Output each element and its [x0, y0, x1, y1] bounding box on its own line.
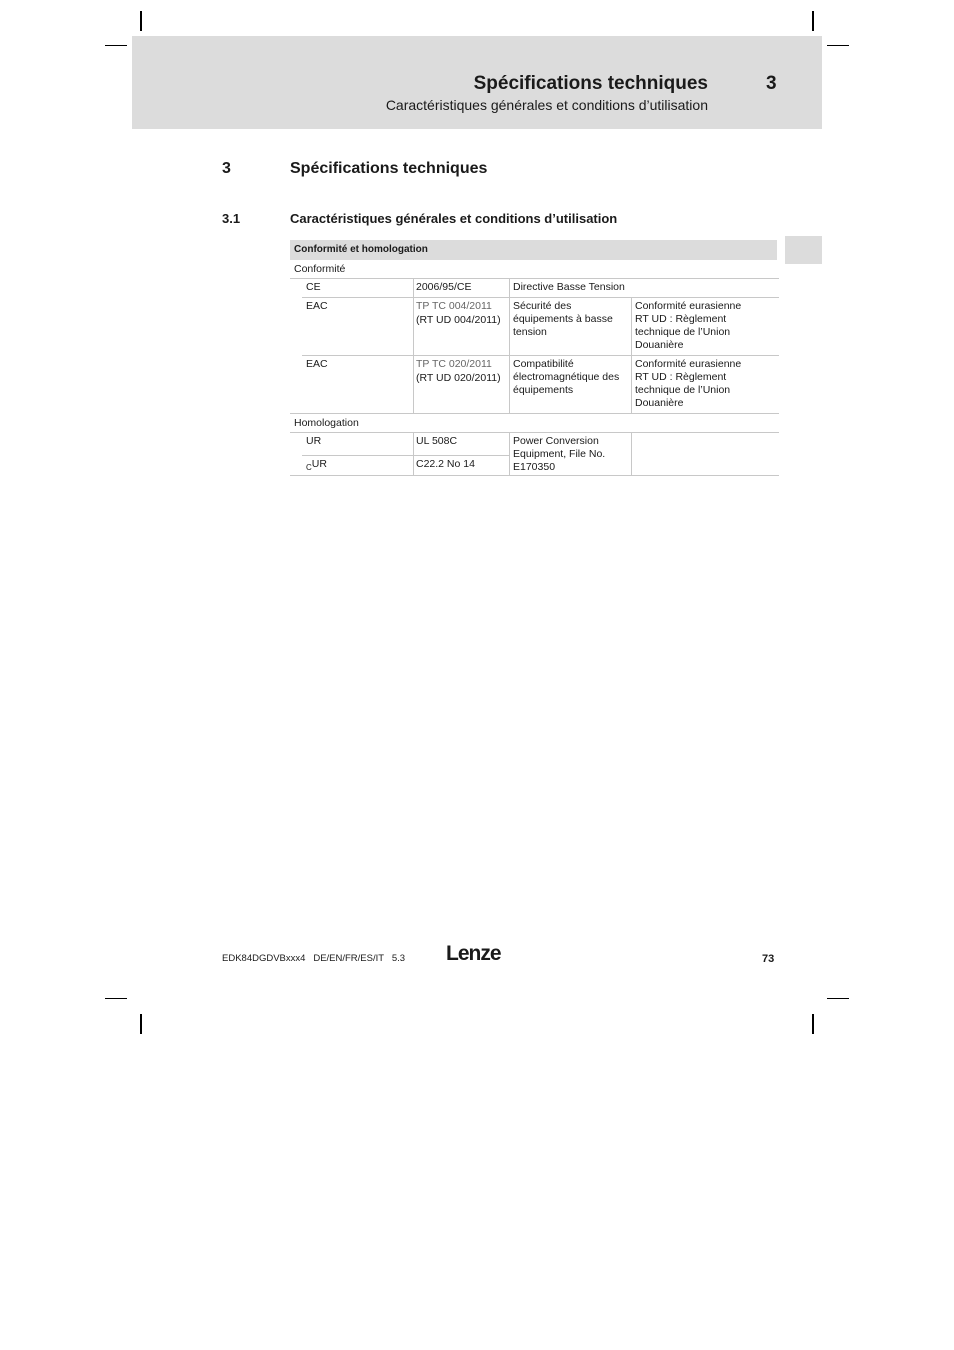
table-cell-description: Compatibilité électromagnétique des équipements: [513, 358, 620, 396]
section-title: Spécifications techniques: [290, 160, 488, 177]
header-subtitle: Caractéristiques générales et conditions d’utilisation: [385, 97, 708, 113]
table-cell-standard: C22.2 No 14: [416, 458, 475, 470]
column-divider: [509, 432, 510, 475]
table-cell-note: Conformité eurasienne RT UD : Règlement technique de l’Union Douanière: [635, 358, 742, 409]
table-cell-mark: CE: [306, 281, 321, 293]
table-cell-mark: EAC: [306, 358, 328, 370]
homologation-label: Homologation: [294, 417, 359, 429]
crop-mark: [140, 1014, 142, 1034]
crop-mark: [140, 11, 142, 31]
mark-prefix: C: [306, 463, 312, 472]
subsection-number: 3.1: [222, 211, 241, 226]
row-divider: [290, 432, 779, 433]
table-cell-description: Directive Basse Tension: [513, 281, 625, 293]
chapter-side-tab: [785, 236, 822, 264]
table-cell-standard: TP TC 020/2011: [416, 358, 492, 370]
row-divider: [290, 475, 779, 476]
row-divider: [302, 355, 779, 356]
crop-mark: [827, 45, 849, 46]
footer-doc-id: EDK84DGDVBxxx4 DE/EN/FR/ES/IT 5.3: [222, 953, 406, 964]
page-number: 73: [762, 953, 775, 965]
header-title: Spécifications techniques: [473, 73, 708, 94]
table-cell-standard: UL 508C: [416, 435, 458, 447]
row-divider: [302, 455, 509, 456]
conformity-label: Conformité: [294, 263, 346, 275]
table-cell-mark: [306, 458, 327, 474]
homologation-description: Power Conversion Equipment, File No. E170350: [513, 435, 606, 473]
row-divider: [302, 297, 779, 298]
column-divider: [413, 278, 414, 413]
section-number: 3: [222, 160, 231, 177]
page-header: [132, 36, 822, 129]
table-cell-description: Sécurité des équipements à basse tension: [513, 300, 613, 338]
table-cell-standard: 2006/95/CE: [416, 281, 472, 293]
crop-mark: [827, 998, 849, 999]
table-cell-standard-sub: (RT UD 020/2011): [416, 372, 501, 384]
mark-text: UR: [311, 458, 327, 470]
row-divider: [290, 278, 779, 279]
column-divider: [413, 432, 414, 475]
table-cell-note: Conformité eurasienne RT UD : Règlement technique de l’Union Douanière: [635, 300, 742, 351]
header-chapter-number: 3: [766, 73, 777, 94]
crop-mark: [105, 998, 127, 999]
crop-mark: [105, 45, 127, 46]
table-cell-mark: UR: [306, 435, 322, 447]
table-cell-standard: TP TC 004/2011: [416, 300, 492, 312]
crop-mark: [812, 1014, 814, 1034]
lenze-logo: Lenze: [446, 942, 501, 965]
column-divider: [631, 297, 632, 413]
row-divider: [290, 413, 779, 414]
subsection-title: Caractéristiques générales et conditions d’utilisation: [290, 211, 618, 226]
table-heading: Conformité et homologation: [290, 240, 777, 260]
column-divider: [631, 432, 632, 475]
column-divider: [509, 278, 510, 413]
crop-mark: [812, 11, 814, 31]
table-cell-standard-sub: (RT UD 004/2011): [416, 314, 501, 326]
table-cell-mark: EAC: [306, 300, 328, 312]
